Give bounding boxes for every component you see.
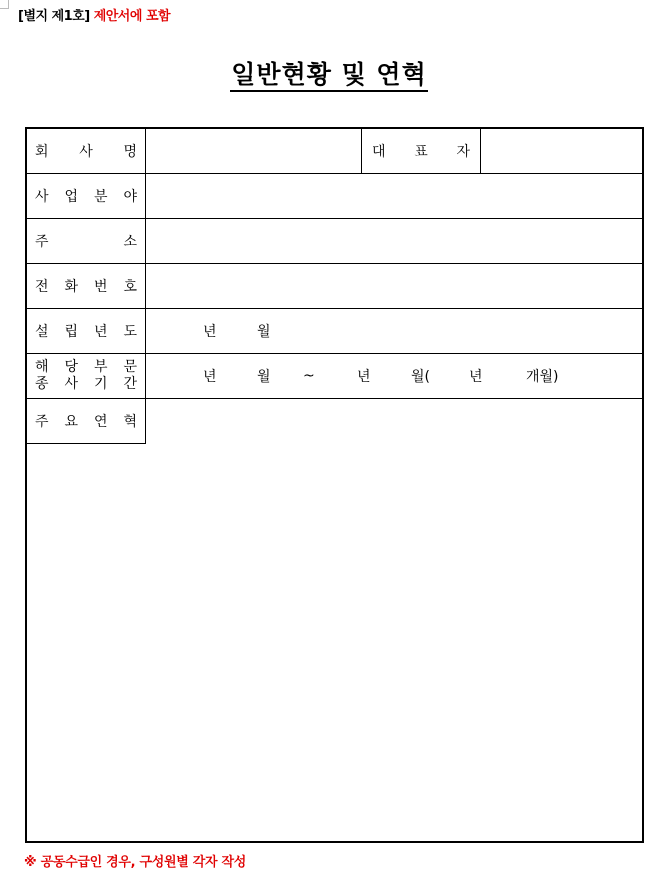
corner-crop-mark [0, 0, 9, 9]
page-title [0, 55, 658, 91]
annex-number: [별지 제1호] [18, 9, 90, 24]
business-field-field[interactable] [147, 174, 642, 218]
period-start-year-unit: 년 [203, 369, 217, 385]
row-phone [27, 264, 642, 309]
period-duration-month-unit: 개월) [526, 369, 559, 385]
label-service-period-line1: 해 당 부 문 [35, 359, 137, 375]
major-history-area[interactable] [27, 399, 642, 841]
row-address [27, 219, 642, 264]
label-business-field: 사 업 분 야 [27, 174, 146, 218]
label-service-period-line2: 종 사 기 간 [35, 376, 137, 392]
annex-label [18, 5, 170, 24]
period-tilde: ~ [303, 368, 315, 384]
established-year-unit: 년 [203, 324, 217, 340]
phone-field[interactable] [147, 264, 642, 308]
row-business-field [27, 174, 642, 219]
label-service-period [27, 354, 146, 398]
period-end-month-unit: 월( [411, 369, 430, 385]
label-major-history: 주 요 연 혁 [27, 399, 146, 444]
row-established [27, 309, 642, 354]
label-phone: 전 화 번 호 [27, 264, 146, 308]
row-company [27, 129, 642, 174]
footnote: ※ 공동수급인 경우, 구성원별 각자 작성 [24, 855, 246, 870]
row-service-period [27, 354, 642, 399]
representative-field[interactable] [482, 129, 642, 173]
label-established: 설 립 년 도 [27, 309, 146, 353]
label-address: 주 소 [27, 219, 146, 263]
annex-note: 제안서에 포함 [93, 9, 171, 24]
label-company-name: 회 사 명 [27, 129, 146, 173]
company-name-field[interactable] [147, 129, 360, 173]
established-month-unit: 월 [257, 324, 271, 340]
page-title-text: 일반현황 및 연혁 [230, 60, 427, 92]
general-status-form [25, 127, 644, 843]
period-start-month-unit: 월 [257, 369, 271, 385]
period-end-year-unit: 년 [357, 369, 371, 385]
address-field[interactable] [147, 219, 642, 263]
label-representative: 대 표 자 [361, 129, 481, 173]
period-duration-year-unit: 년 [469, 369, 483, 385]
